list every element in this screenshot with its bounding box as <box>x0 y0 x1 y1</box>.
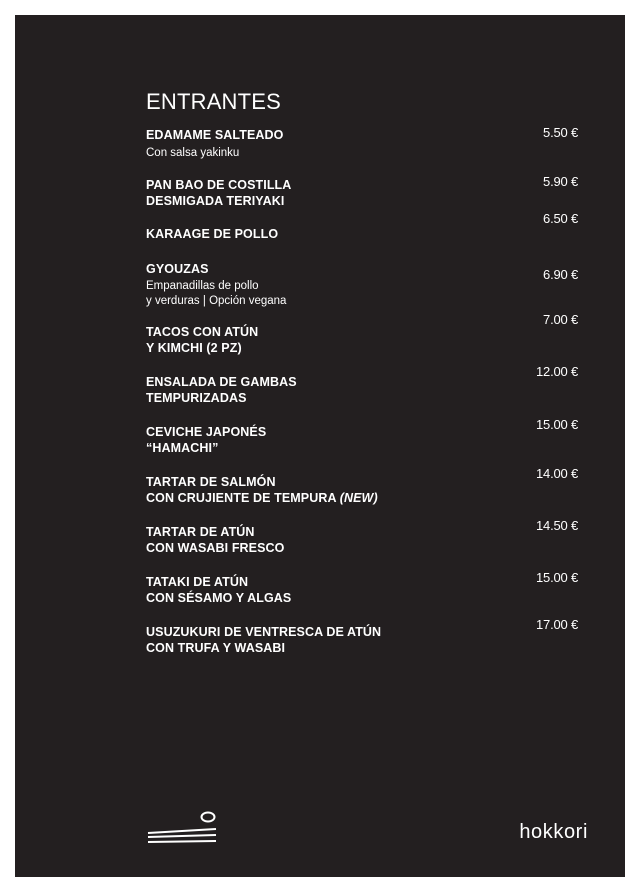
item-name-line: Y KIMCHI (2 PZ) <box>146 341 242 355</box>
menu-item-price: 17.00 € <box>536 617 578 632</box>
menu-item-name <box>146 324 258 356</box>
menu-item-price: 15.00 € <box>536 570 578 585</box>
item-name-line: TARTAR DE SALMÓN <box>146 475 276 489</box>
menu-item-name <box>146 261 209 277</box>
item-name-line: CON CRUJIENTE DE TEMPURA <box>146 491 337 505</box>
item-name-line: TACOS CON ATÚN <box>146 325 259 339</box>
item-name-line: EDAMAME SALTEADO <box>146 128 284 142</box>
item-desc-line: Empanadillas de pollo <box>146 280 259 292</box>
menu-item-name <box>146 524 285 556</box>
menu-item-name <box>146 474 378 506</box>
item-name-line: TEMPURIZADAS <box>146 391 247 405</box>
item-name-line: GYOUZAS <box>146 262 209 276</box>
menu-item-price: 5.50 € <box>543 125 578 140</box>
item-name-line: DESMIGADA TERIYAKI <box>146 194 285 208</box>
menu-item-price: 15.00 € <box>536 417 578 432</box>
item-name-line: CEVICHE JAPONÉS <box>146 425 267 439</box>
item-name-line: TARTAR DE ATÚN <box>146 525 255 539</box>
new-tag: (NEW) <box>339 491 378 505</box>
item-desc-line: Con salsa yakinku <box>146 147 240 159</box>
menu-item-price: 6.50 € <box>543 211 578 226</box>
menu-item-name <box>146 127 283 143</box>
menu-item-name <box>146 424 266 456</box>
menu-page <box>15 15 625 877</box>
item-name-line: ENSALADA DE GAMBAS <box>146 375 297 389</box>
item-name-line: USUZUKURI DE VENTRESCA DE ATÚN <box>146 625 382 639</box>
menu-item-desc <box>146 146 239 161</box>
menu-item-desc <box>146 279 286 309</box>
item-name-line: CON SÉSAMO Y ALGAS <box>146 591 292 605</box>
item-name-line: CON WASABI FRESCO <box>146 541 285 555</box>
item-name-line: TATAKI DE ATÚN <box>146 575 249 589</box>
menu-item-name <box>146 226 278 242</box>
menu-item-price: 7.00 € <box>543 312 578 327</box>
item-name-line: PAN BAO DE COSTILLA <box>146 178 292 192</box>
menu-item-price: 14.00 € <box>536 466 578 481</box>
section-title: ENTRANTES <box>146 89 282 114</box>
menu-item-name <box>146 177 291 209</box>
item-name-line: CON TRUFA Y WASABI <box>146 641 286 655</box>
menu-item-price: 5.90 € <box>543 174 578 189</box>
menu-item-name <box>146 624 381 656</box>
menu-item-price: 14.50 € <box>536 518 578 533</box>
menu-item-price: 12.00 € <box>536 364 578 379</box>
menu-item-price: 6.90 € <box>543 267 578 282</box>
item-desc-line: y verduras | Opción vegana <box>146 295 287 307</box>
item-name-line: KARAAGE DE POLLO <box>146 227 279 241</box>
item-name-line: “HAMACHI” <box>146 441 219 455</box>
brand-logo: hokkori <box>519 821 588 843</box>
menu-item-name <box>146 574 291 606</box>
chopsticks-bowl-icon <box>146 810 218 846</box>
menu-item-name <box>146 374 297 406</box>
